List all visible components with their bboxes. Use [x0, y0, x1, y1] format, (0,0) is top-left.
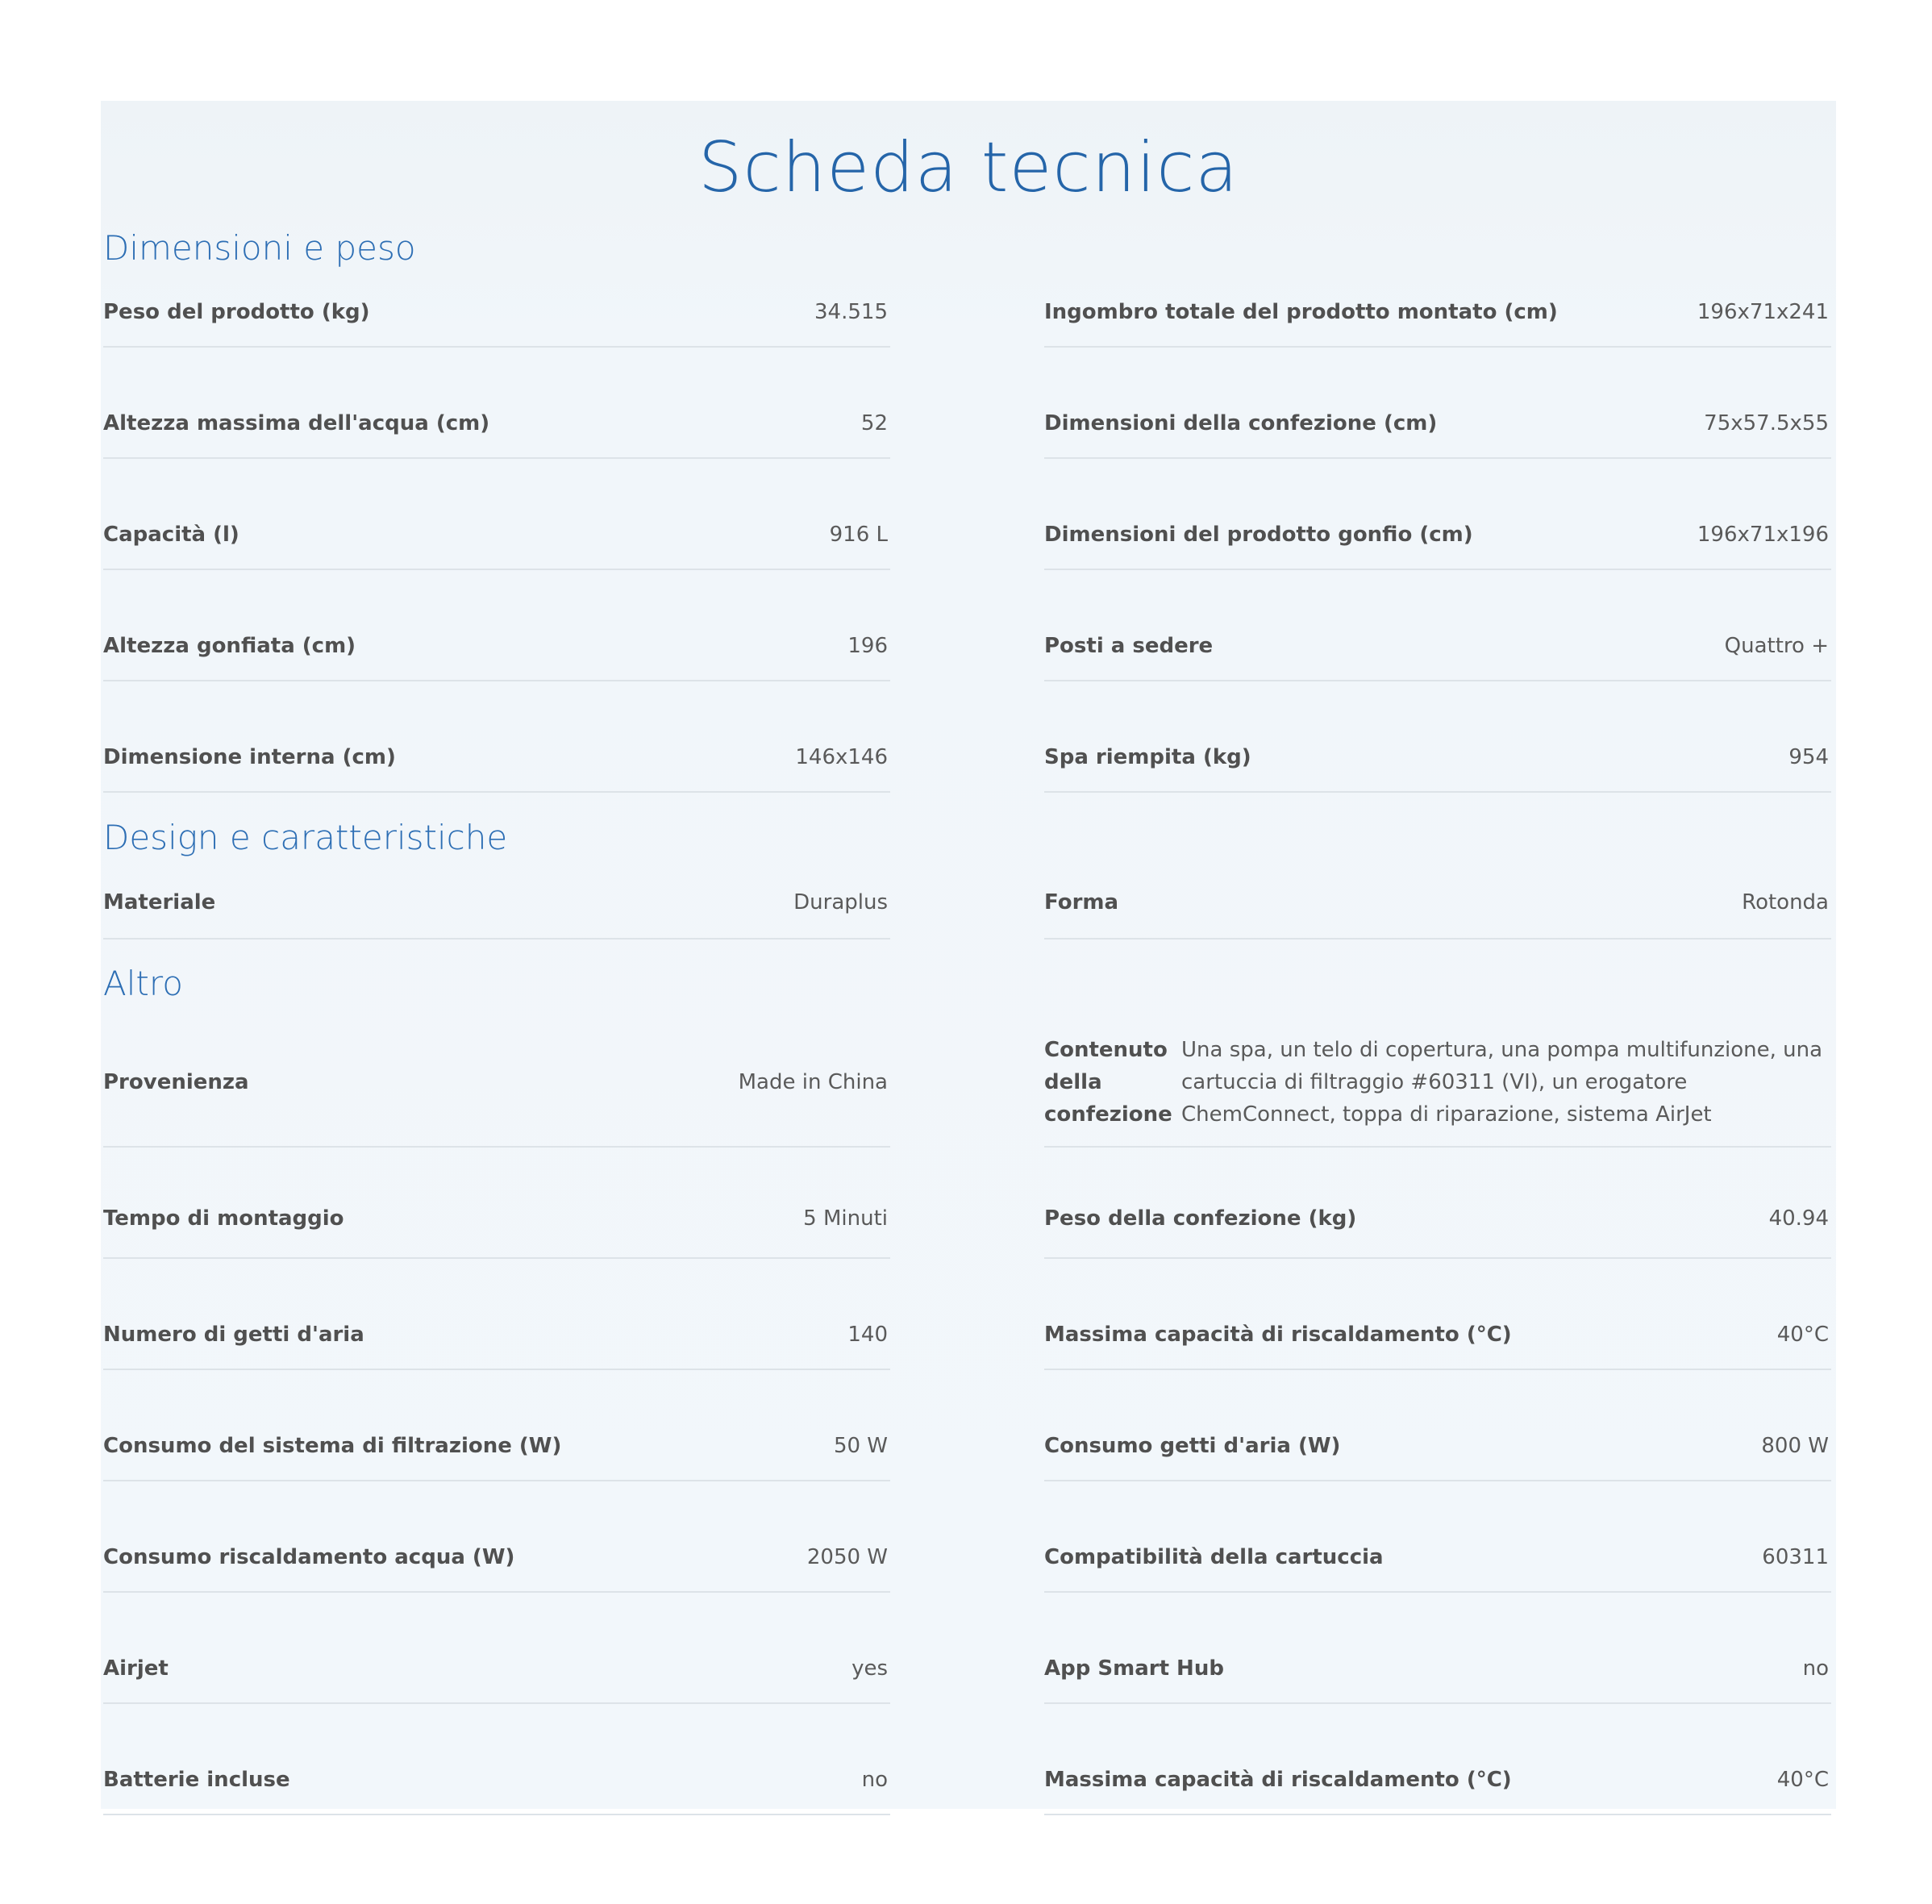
- spec-label: Massima capacità di riscaldamento (°C): [1044, 1323, 1512, 1347]
- spec-label: Numero di getti d'aria: [103, 1323, 364, 1347]
- spec-value: 50 W: [833, 1434, 888, 1458]
- spec-row: [1044, 867, 1831, 940]
- spec-row: [1044, 1370, 1831, 1481]
- section-heading-design: Design e caratteristiche: [103, 818, 508, 857]
- spec-label: Peso della confezione (kg): [1044, 1206, 1357, 1231]
- spec-value: Quattro +: [1724, 634, 1829, 658]
- spec-row: [1044, 1259, 1831, 1370]
- tech-sheet-panel: [101, 101, 1836, 1809]
- spec-label: Forma: [1044, 890, 1119, 915]
- spec-label: Dimensione interna (cm): [103, 745, 396, 769]
- spec-value: 196x71x196: [1697, 523, 1829, 547]
- spec-row: [1044, 459, 1831, 570]
- spec-value: 52: [860, 411, 888, 435]
- spec-row: [103, 1370, 890, 1481]
- spec-value: 196x71x241: [1697, 300, 1829, 324]
- spec-value: Rotonda: [1742, 890, 1829, 915]
- spec-value: 2050 W: [806, 1545, 888, 1569]
- spec-value: no: [861, 1768, 888, 1792]
- spec-value: 916 L: [829, 523, 888, 547]
- spec-value: 800 W: [1761, 1434, 1829, 1458]
- spec-label: Capacità (l): [103, 523, 239, 547]
- spec-value: 40°C: [1776, 1768, 1829, 1792]
- spec-row: [103, 1259, 890, 1370]
- spec-label: Altezza gonfiata (cm): [103, 634, 356, 658]
- spec-row: [103, 348, 890, 459]
- spec-label: Contenuto della confezione: [1044, 1038, 1172, 1127]
- spec-row: [103, 867, 890, 940]
- spec-row: [103, 1704, 890, 1815]
- spec-row: [1044, 1019, 1831, 1148]
- spec-label: Provenienza: [103, 1070, 249, 1094]
- spec-row: [1044, 278, 1831, 348]
- spec-label: Airjet: [103, 1656, 169, 1681]
- spec-value: no: [1802, 1656, 1829, 1681]
- spec-label: Dimensioni del prodotto gonfio (cm): [1044, 523, 1473, 547]
- spec-label: Spa riempita (kg): [1044, 745, 1251, 769]
- spec-row: [103, 1481, 890, 1593]
- spec-value: Una spa, un telo di copertura, una pompa multifunzione, una cartuccia di filtraggio #60311 (VI), un erogatore ChemConnect, toppa di riparazione, sistema AirJet: [1181, 1038, 1823, 1127]
- spec-row: [103, 570, 890, 681]
- spec-row: [1044, 1593, 1831, 1704]
- spec-label: Ingombro totale del prodotto montato (cm): [1044, 300, 1558, 324]
- spec-row: [103, 681, 890, 793]
- page-title: Scheda tecnica: [697, 127, 1239, 208]
- spec-label: Consumo del sistema di filtrazione (W): [103, 1434, 562, 1458]
- spec-label: App Smart Hub: [1044, 1656, 1224, 1681]
- section-heading-other: Altro: [103, 964, 183, 1003]
- spec-value: 146x146: [795, 745, 888, 769]
- spec-value: 40.94: [1768, 1206, 1829, 1231]
- spec-value: 954: [1788, 745, 1829, 769]
- spec-label: Materiale: [103, 890, 216, 915]
- spec-value: Made in China: [738, 1070, 888, 1094]
- spec-row: [1044, 348, 1831, 459]
- spec-label: Altezza massima dell'acqua (cm): [103, 411, 490, 435]
- spec-value: 75x57.5x55: [1704, 411, 1829, 435]
- spec-value: 60311: [1762, 1545, 1829, 1569]
- spec-row: [103, 1019, 890, 1148]
- spec-row: [103, 1593, 890, 1704]
- spec-label: Consumo getti d'aria (W): [1044, 1434, 1341, 1458]
- spec-label: Dimensioni della confezione (cm): [1044, 411, 1438, 435]
- spec-label: Massima capacità di riscaldamento (°C): [1044, 1768, 1512, 1792]
- spec-value: 5 Minuti: [803, 1206, 888, 1231]
- spec-value: 34.515: [814, 300, 888, 324]
- spec-label: Tempo di montaggio: [103, 1206, 344, 1231]
- spec-row: [1044, 1704, 1831, 1815]
- spec-label: Peso del prodotto (kg): [103, 300, 370, 324]
- spec-row: [103, 459, 890, 570]
- section-heading-dimensions: Dimensioni e peso: [103, 228, 416, 268]
- spec-value: 40°C: [1776, 1323, 1829, 1347]
- spec-row: [1044, 570, 1831, 681]
- spec-value: Duraplus: [793, 890, 888, 915]
- spec-row: [103, 278, 890, 348]
- spec-value: 140: [847, 1323, 888, 1347]
- spec-value: yes: [851, 1656, 888, 1681]
- spec-label: Batterie incluse: [103, 1768, 290, 1792]
- spec-row: [103, 1148, 890, 1259]
- spec-label: Posti a sedere: [1044, 634, 1214, 658]
- spec-label: Consumo riscaldamento acqua (W): [103, 1545, 515, 1569]
- spec-row: [1044, 1148, 1831, 1259]
- spec-row: [1044, 681, 1831, 793]
- spec-value: 196: [847, 634, 888, 658]
- spec-label: Compatibilità della cartuccia: [1044, 1545, 1384, 1569]
- spec-row: [1044, 1481, 1831, 1593]
